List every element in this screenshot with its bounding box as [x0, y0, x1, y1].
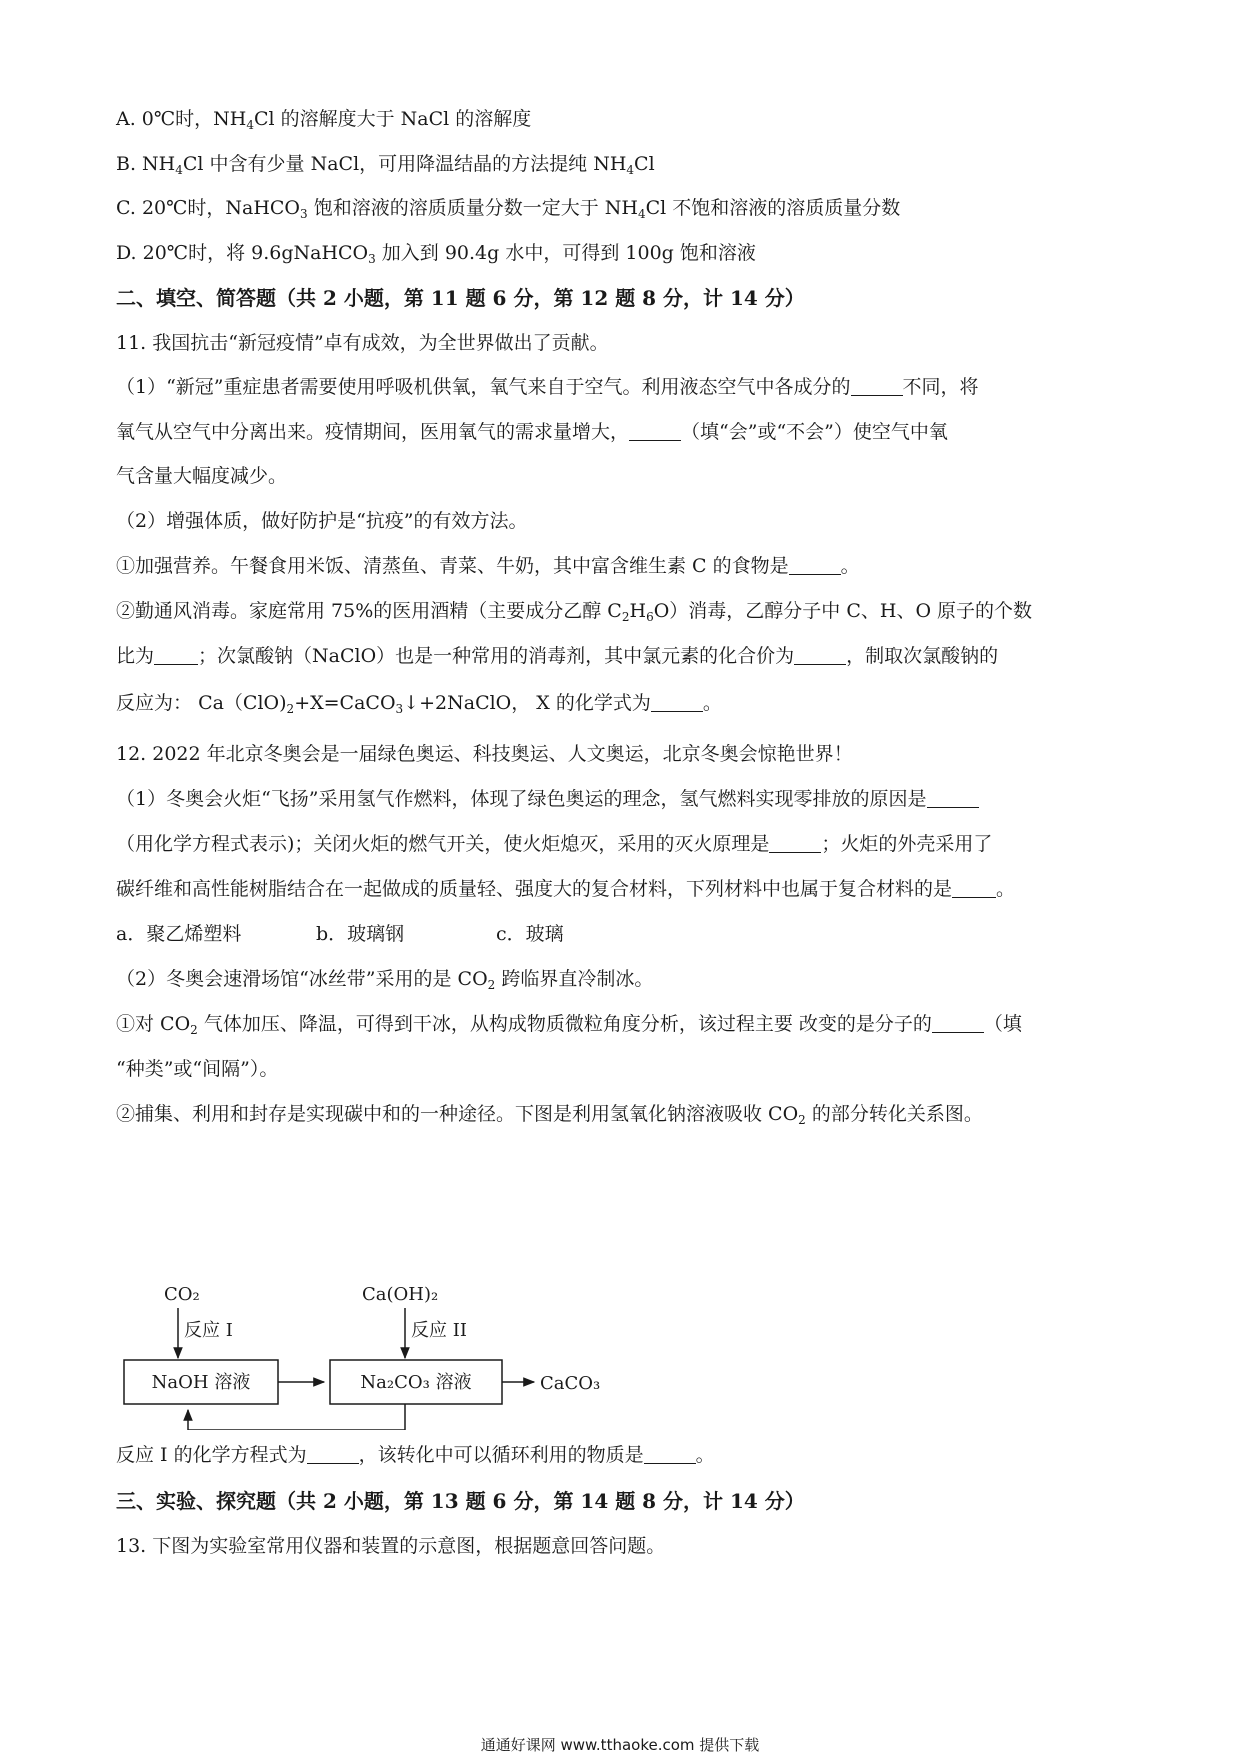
choice-b: b．玻璃钢 [316, 923, 405, 945]
q13-stem: 13. 下图为实验室常用仪器和装置的示意图，根据题意回答问题。 [116, 1535, 666, 1557]
section-2-heading: 二、填空、简答题（共 2 小题，第 11 题 6 分，第 12 题 8 分，计 14 分） [116, 286, 805, 310]
answer-blank[interactable] [851, 377, 903, 396]
page-footer: 通通好课网 www.tthaoke.com 提供下载 [480, 1736, 760, 1754]
reaction-2-label: 反应 II [411, 1320, 467, 1341]
section-3-heading: 三、实验、探究题（共 2 小题，第 13 题 6 分，第 14 题 8 分，计 14 分） [116, 1489, 805, 1513]
q11-part1-line1: （1）“新冠”重症患者需要使用呼吸机供氧，氧气来自于空气。利用液态空气中各成分的 不同，将 [116, 376, 979, 398]
answer-blank[interactable] [154, 646, 198, 665]
answer-blank[interactable] [789, 556, 841, 575]
reaction-1-label: 反应 I [184, 1320, 233, 1341]
answer-blank[interactable] [932, 1014, 984, 1033]
choice-c: c．玻璃 [496, 923, 564, 945]
conversion-diagram [116, 1280, 676, 1430]
answer-blank[interactable] [794, 646, 846, 665]
answer-blank[interactable] [769, 834, 821, 853]
reaction-equation: $Ca(ClO)_2+X=CaCO_3↓+2NaClO$ [198, 692, 512, 716]
q12-part1-line3: 碳纤维和高性能树脂结合在一起做成的质量轻、强度大的复合材料，下列材料中也属于复合材料的是 。 [116, 878, 1016, 900]
q11-part2-item2-line3: 反应为： $Ca(ClO)_2+X=CaCO_3↓+2NaClO$， X 的化学式为 。 [116, 692, 722, 716]
recycle-arrow [188, 1404, 405, 1430]
option-b: B. $NH_4Cl$ 中含有少量 NaCl，可用降温结晶的方法提纯 $NH_4Cl$ [116, 153, 655, 177]
answer-blank[interactable] [927, 789, 979, 808]
q12-diagram-question: 反应 I 的化学方程式为 ，该转化中可以循环利用的物质是 。 [116, 1444, 715, 1466]
q11-part2-item1: ①加强营养。午餐食用米饭、清蒸鱼、青菜、牛奶，其中富含维生素 C 的食物是 。 [116, 555, 860, 577]
answer-blank[interactable] [307, 1445, 359, 1464]
q11-part2-item2-line1: ②勤通风消毒。家庭常用 75%的医用酒精（主要成分乙醇 $C_2H_6O$）消毒，乙醇分子中 C、H、O 原子的个数 [116, 600, 1033, 624]
caco3-label: CaCO₃ [540, 1373, 601, 1394]
q11-part1-line2: 氧气从空气中分离出来。疫情期间，医用氧气的需求量增大， （填“会”或“不会”）使空气中氧 [116, 421, 948, 443]
q12-stem: 12. 2022 年北京冬奥会是一届绿色奥运、科技奥运、人文奥运，北京冬奥会惊艳世界！ [116, 743, 853, 765]
caoh2-label: Ca(OH)₂ [362, 1284, 439, 1305]
answer-blank[interactable] [952, 879, 996, 898]
q12-part2-item2: ②捕集、利用和封存是实现碳中和的一种途径。下图是利用氢氧化钠溶液吸收 $CO_2$ 的部分转化关系图。 [116, 1103, 983, 1127]
answer-blank[interactable] [629, 422, 681, 441]
co2-label: CO₂ [164, 1284, 200, 1305]
q11-stem: 11. 我国抗击“新冠疫情”卓有成效，为全世界做出了贡献。 [116, 332, 609, 354]
q12-part2-item1-line2: “种类”或“间隔”）。 [116, 1058, 279, 1080]
q12-part2: （2）冬奥会速滑场馆“冰丝带”采用的是 $CO_2$ 跨临界直冷制冰。 [116, 968, 654, 992]
naoh-box-label: NaOH 溶液 [151, 1372, 251, 1393]
q12-choices [116, 921, 1136, 947]
q12-part1-line1: （1）冬奥会火炬“飞扬”采用氢气作燃料，体现了绿色奥运的理念，氢气燃料实现零排放的原因是 [116, 786, 1136, 812]
answer-blank[interactable] [644, 1445, 696, 1464]
q11-part2-item2-line2: 比为 ；次氯酸钠（NaClO）也是一种常用的消毒剂，其中氯元素的化合价为 ，制取次氯酸钠的 [116, 645, 999, 667]
choice-a: a．聚乙烯塑料 [116, 923, 242, 945]
na2co3-box-label: Na₂CO₃ 溶液 [360, 1372, 472, 1393]
option-c: C. 20℃时，NaHCO$_3$ 饱和溶液的溶质质量分数一定大于 $NH_4Cl$ 不饱和溶液的溶质质量分数 [116, 197, 901, 221]
q12-part2-item1-line1: ①对 $CO_2$ 气体加压、降温，可得到干冰，从构成物质微粒角度分析，该过程主要 改变的是分子的 （填 [116, 1013, 1022, 1037]
q12-part1-line2: （用化学方程式表示)；关闭火炬的燃气开关，使火炬熄灭，采用的灭火原理是 ；火炬的外壳采用了 [116, 833, 993, 855]
option-d: D. 20℃时，将 9.6gNaHCO$_3$ 加入到 90.4g 水中，可得到 100g 饱和溶液 [116, 242, 756, 266]
q11-part2: （2）增强体质，做好防护是“抗疫”的有效方法。 [116, 510, 528, 532]
q11-part1-line3: 气含量大幅度减少。 [116, 465, 288, 487]
answer-blank[interactable] [651, 693, 703, 712]
option-a: A. 0℃时，$NH_4Cl$ 的溶解度大于 NaCl 的溶解度 [116, 108, 532, 132]
